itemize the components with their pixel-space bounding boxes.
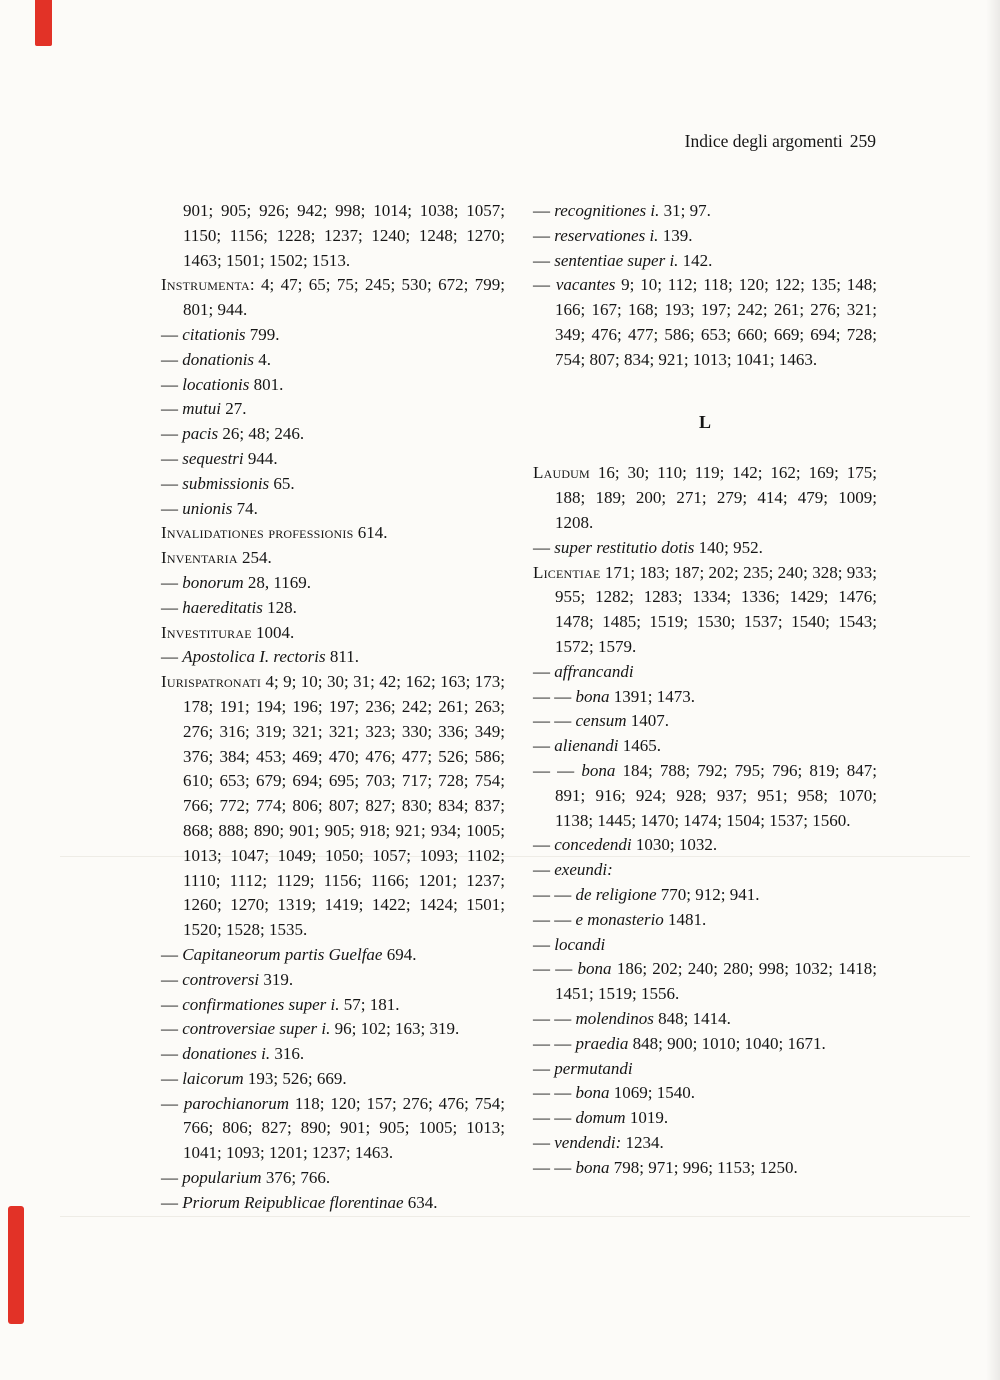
entry-term: confirmationes super i.: [182, 994, 340, 1014]
entry-term: vendendi:: [554, 1132, 622, 1152]
index-entry: [161, 373, 505, 398]
entry-term: laicorum: [182, 1068, 244, 1088]
entry-term: pacis: [182, 424, 219, 444]
entry-refs: 4; 9; 10; 30; 31; 42; 162; 163; 173; 178; 191; 194; 196; 197; 236; 242; 261; 263; 276; 316; 319; 321; 321; 323; 330; 336; 349; 376; 384; 453; 469; 470; 476; 477; 526; 586; 610; 653; 679; 694; 695; 703; 717; 728; 754; 766; 772; 774; 806; 807; 827; 830; 834; 837; 868; 888; 890; 901; 905; 918; 921; 934; 1005; 1013; 1047; 1049; 1050; 1057; 1093; 1102; 1110; 1112; 1129; 1156; 1166; 1201; 1237; 1260; 1270; 1319; 1419; 1422; 1424; 1501; 1520; 1528; 1535.: [183, 672, 505, 940]
index-text-block: [161, 199, 877, 1216]
index-entry: [533, 685, 877, 710]
entry-term: recognitiones i.: [554, 201, 660, 220]
entry-dash: — —: [533, 1108, 576, 1128]
index-entry: [533, 1106, 877, 1131]
entry-refs: 1004.: [251, 622, 295, 642]
index-entry: [161, 621, 505, 646]
entry-term: reservationes i.: [554, 225, 659, 245]
entry-dash: —: [161, 324, 183, 344]
entry-refs: 1030; 1032.: [631, 835, 718, 855]
index-entry: [533, 709, 877, 734]
entry-dash: —: [533, 736, 555, 756]
entry-term: parochianorum: [183, 1093, 290, 1113]
entry-refs: 1234.: [621, 1132, 664, 1152]
index-entry: [533, 1032, 877, 1057]
index-entry: [533, 1131, 877, 1156]
entry-term: praedia: [575, 1033, 629, 1053]
entry-dash: — —: [533, 1083, 576, 1103]
entry-refs: 1391; 1473.: [609, 686, 695, 706]
index-entry: [161, 1166, 505, 1191]
index-entry: [533, 1007, 877, 1032]
entry-dash: —: [161, 448, 183, 468]
entry-term: sententiae super i.: [554, 250, 679, 270]
entry-term: controversi: [182, 969, 260, 989]
index-entry: [161, 968, 505, 993]
index-column-left: [161, 199, 505, 1216]
entry-term: censum: [575, 711, 627, 731]
entry-dash: —: [533, 934, 555, 954]
index-entry: [533, 1156, 877, 1181]
entry-term: bona: [575, 1157, 610, 1177]
entry-dash: —: [161, 1019, 183, 1039]
entry-term: Apostolica I. rectoris: [182, 647, 326, 667]
entry-dash: — —: [533, 1033, 576, 1053]
entry-term: donationes i.: [182, 1044, 271, 1064]
index-entry: [533, 833, 877, 858]
section-letter-heading: L: [698, 411, 711, 432]
entry-dash: — —: [533, 760, 582, 780]
entry-refs: 128.: [262, 597, 297, 617]
index-entry: [533, 199, 877, 224]
index-entry: [161, 497, 505, 522]
index-entry: [161, 571, 505, 596]
scan-artifact-top: [35, 0, 52, 46]
entry-refs: 74.: [232, 498, 258, 518]
index-entry: [533, 759, 877, 833]
entry-refs: 4.: [254, 349, 272, 369]
entry-refs: 811.: [325, 647, 360, 667]
entry-refs: 186; 202; 240; 280; 998; 1032; 1418; 1451; 1519; 1556.: [555, 959, 878, 1004]
entry-term: vacantes: [555, 275, 616, 295]
index-entry: [533, 224, 877, 249]
entry-term: citationis: [182, 324, 246, 344]
entry-term: bona: [581, 760, 616, 780]
entry-term: Inventaria: [161, 548, 238, 568]
entry-dash: —: [533, 860, 555, 880]
entry-refs: 65.: [269, 473, 295, 493]
entry-term: super restitutio dotis: [554, 537, 695, 557]
entry-term: Invalidationes professionis: [161, 523, 354, 543]
entry-dash: —: [533, 661, 555, 681]
entry-refs: 254.: [237, 548, 272, 568]
entry-term: bona: [575, 686, 610, 706]
entry-dash: —: [161, 597, 183, 617]
index-entry: [533, 273, 877, 372]
entry-dash: —: [161, 399, 183, 419]
index-entry: [161, 397, 505, 422]
entry-dash: —: [161, 944, 183, 964]
entry-term: Investiturae: [161, 622, 252, 642]
entry-dash: —: [161, 969, 183, 989]
entry-dash: —: [533, 835, 555, 855]
entry-dash: —: [533, 1058, 555, 1078]
entry-refs: : 4; 47; 65; 75; 245; 530; 672; 799; 801; 944.: [183, 275, 505, 320]
index-entry: [161, 422, 505, 447]
entry-dash: —: [533, 225, 555, 245]
index-entry: [533, 1057, 877, 1082]
entry-dash: — —: [533, 909, 576, 929]
index-entry: [161, 993, 505, 1018]
page-edge-shadow: [986, 0, 1000, 1380]
entry-dash: —: [161, 498, 183, 518]
entry-term: Iurispatronati: [161, 672, 262, 692]
entry-dash: —: [533, 201, 555, 220]
index-entry: [533, 908, 877, 933]
entry-refs: 1019.: [625, 1108, 669, 1128]
index-entry: [533, 734, 877, 759]
entry-refs: 848; 900; 1010; 1040; 1671.: [628, 1033, 826, 1053]
index-entry: [161, 546, 505, 571]
index-entry: [161, 199, 505, 273]
entry-dash: — —: [533, 686, 576, 706]
entry-refs: 16; 30; 110; 119; 142; 162; 169; 175; 188; 189; 200; 271; 279; 414; 479; 1009; 1208.: [555, 463, 877, 532]
index-entry: [161, 1067, 505, 1092]
entry-term: e monasterio: [575, 909, 664, 929]
entry-refs: 801.: [249, 374, 284, 394]
entry-refs: 139.: [658, 225, 693, 245]
entry-dash: —: [161, 424, 183, 444]
index-column-right: [533, 199, 877, 1216]
index-entry: [533, 660, 877, 685]
index-entry: [533, 249, 877, 274]
entry-term: locationis: [182, 374, 250, 394]
entry-refs: 27.: [220, 399, 247, 419]
running-header-title: Indice degli argomenti: [684, 131, 843, 151]
entry-dash: —: [161, 1192, 183, 1212]
scan-crease-line: [60, 1216, 970, 1217]
entry-term: mutui: [182, 399, 221, 419]
entry-term: donationis: [182, 349, 255, 369]
index-entry: [161, 323, 505, 348]
index-entry: [161, 273, 505, 323]
entry-term: bonorum: [182, 572, 244, 592]
entry-term: domum: [575, 1108, 626, 1128]
entry-dash: —: [533, 537, 555, 557]
entry-term: unionis: [182, 498, 233, 518]
index-entry: [533, 536, 877, 561]
index-entry: [161, 670, 505, 943]
entry-term: molendinos: [575, 1008, 654, 1028]
index-entry: [161, 943, 505, 968]
entry-dash: —: [161, 1044, 183, 1064]
entry-refs: 171; 183; 187; 202; 235; 240; 328; 933; 955; 1282; 1283; 1334; 1336; 1429; 1476; 1478; 1485; 1519; 1530; 1537; 1540; 1543; 1572; 1579.: [555, 562, 877, 656]
entry-dash: —: [161, 1068, 183, 1088]
index-entry: [161, 447, 505, 472]
entry-refs: 26; 48; 246.: [218, 424, 305, 444]
index-entry: [533, 461, 877, 535]
entry-refs: 319.: [259, 969, 294, 989]
index-entry: [161, 1191, 505, 1216]
index-entry: [161, 1017, 505, 1042]
index-entry: [533, 933, 877, 958]
index-entry: [161, 521, 505, 546]
entry-dash: —: [533, 275, 556, 295]
entry-refs: 118; 120; 157; 276; 476; 754; 766; 806; 827; 890; 901; 905; 1005; 1013; 1041; 1093; 1201; 1237; 1463.: [183, 1093, 505, 1163]
index-entry: [161, 348, 505, 373]
entry-term: Priorum Reipublicae florentinae: [182, 1192, 404, 1212]
entry-term: sequestri: [182, 448, 244, 468]
index-entry: [161, 472, 505, 497]
entry-term: haereditatis: [182, 597, 263, 617]
index-entry: [533, 858, 877, 883]
entry-term: concedendi: [554, 835, 632, 855]
entry-dash: —: [161, 647, 183, 667]
scan-artifact-bottom: [8, 1206, 24, 1324]
entry-refs: 193; 526; 669.: [243, 1068, 347, 1088]
entry-dash: —: [161, 1168, 183, 1188]
entry-dash: — —: [533, 711, 576, 731]
entry-term: de religione: [575, 884, 657, 904]
entry-term: controversiae super i.: [182, 1019, 331, 1039]
entry-dash: —: [161, 349, 183, 369]
entry-refs: 31; 97.: [659, 201, 711, 220]
entry-term: Instrumenta: [161, 275, 250, 295]
entry-dash: — —: [533, 884, 576, 904]
entry-term: submissionis: [182, 473, 270, 493]
entry-term: locandi: [554, 934, 606, 954]
entry-term: Capitaneorum partis Guelfae: [182, 944, 383, 964]
index-entry: [533, 561, 877, 660]
entry-dash: —: [161, 572, 183, 592]
entry-refs: 799.: [245, 324, 280, 344]
index-entry: [161, 1042, 505, 1067]
entry-dash: —: [161, 1093, 184, 1113]
entry-refs: 9; 10; 112; 118; 120; 122; 135; 148; 166; 167; 168; 193; 197; 242; 261; 276; 321; 349; 476; 477; 586; 653; 660; 669; 694; 728; 754; 807; 834; 921; 1013; 1041; 1463.: [555, 275, 878, 369]
running-header: [530, 131, 876, 152]
entry-refs: 1465.: [618, 736, 661, 756]
entry-refs: 376; 766.: [261, 1168, 331, 1188]
page-number: 259: [849, 131, 876, 151]
entry-refs: 316.: [270, 1044, 305, 1064]
entry-refs: 142.: [678, 250, 713, 270]
entry-dash: —: [161, 994, 183, 1014]
entry-refs: 798; 971; 996; 1153; 1250.: [609, 1157, 798, 1177]
index-entry: [533, 957, 877, 1007]
entry-dash: — —: [533, 1008, 576, 1028]
index-entry: [533, 1081, 877, 1106]
entry-refs: 28, 1169.: [243, 572, 312, 592]
entry-refs: 848; 1414.: [653, 1008, 731, 1028]
entry-refs: 770; 912; 941.: [656, 884, 760, 904]
entry-refs: 634.: [403, 1192, 438, 1212]
index-entry: [161, 1092, 505, 1166]
entry-dash: —: [533, 250, 555, 270]
entry-dash: —: [533, 1132, 555, 1152]
index-entry: [533, 883, 877, 908]
entry-term: Laudum: [533, 463, 590, 483]
entry-term: exeundi:: [554, 860, 613, 880]
entry-refs: 184; 788; 792; 795; 796; 819; 847; 891; 916; 924; 928; 937; 951; 958; 1070; 1138; 1445; 1470; 1474; 1504; 1537; 1560.: [555, 760, 878, 830]
entry-term: permutandi: [554, 1058, 633, 1078]
entry-refs: 1407.: [626, 711, 669, 731]
index-entry: [161, 596, 505, 621]
entry-refs: 1069; 1540.: [609, 1083, 695, 1103]
entry-term: affrancandi: [554, 661, 634, 681]
entry-term: alienandi: [554, 736, 619, 756]
index-entry: [161, 645, 505, 670]
entry-dash: — —: [533, 1157, 576, 1177]
entry-refs: 614.: [353, 523, 388, 543]
entry-refs: 694.: [382, 944, 417, 964]
entry-term: popularium: [182, 1168, 262, 1188]
entry-refs: 901; 905; 926; 942; 998; 1014; 1038; 1057; 1150; 1156; 1228; 1237; 1240; 1248; 1270; 1463; 1501; 1502; 1513.: [183, 201, 505, 270]
entry-refs: 96; 102; 163; 319.: [330, 1019, 460, 1039]
entry-dash: — —: [533, 959, 578, 979]
entry-refs: 944.: [243, 448, 278, 468]
entry-refs: 1481.: [663, 909, 707, 929]
entry-dash: —: [161, 374, 183, 394]
entry-refs: 140; 952.: [694, 537, 763, 557]
entry-refs: 57; 181.: [339, 994, 400, 1014]
entry-dash: —: [161, 473, 183, 493]
entry-term: bona: [577, 959, 612, 979]
entry-term: Licentiae: [533, 562, 601, 582]
entry-term: bona: [575, 1083, 610, 1103]
